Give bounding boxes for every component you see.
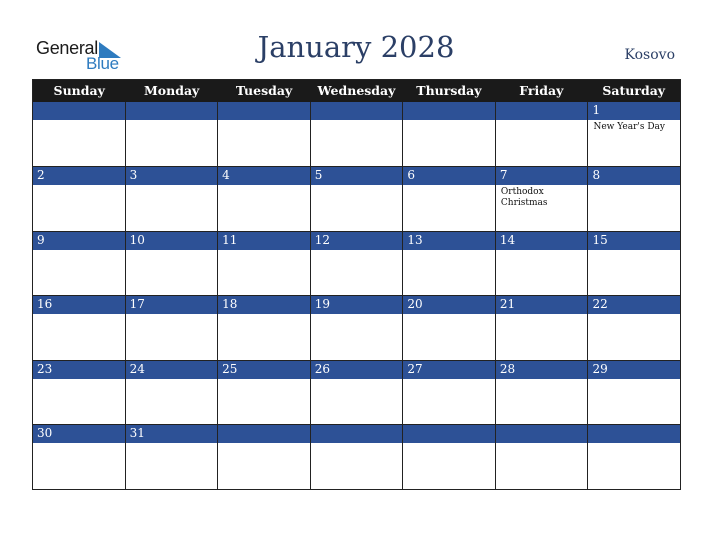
day-number: 31	[126, 425, 218, 443]
holiday-label: Orthodox Christmas	[500, 187, 548, 208]
day-number: 23	[33, 361, 125, 379]
week-row	[33, 102, 680, 167]
weekday-friday: Friday	[519, 83, 564, 98]
day-cell[interactable]	[403, 102, 496, 167]
day-number: 29	[588, 361, 680, 379]
row-divider	[33, 231, 680, 232]
week-row	[33, 232, 680, 297]
day-cell[interactable]	[126, 167, 219, 232]
day-cell[interactable]	[33, 425, 126, 490]
day-number: 22	[588, 296, 680, 314]
day-cell[interactable]	[496, 425, 589, 490]
weekday-thursday: Thursday	[416, 83, 482, 98]
day-number	[126, 102, 218, 120]
day-cell[interactable]	[588, 232, 680, 297]
day-number: 11	[218, 232, 310, 250]
day-number	[311, 425, 403, 443]
day-number: 1	[588, 102, 680, 120]
day-number: 19	[311, 296, 403, 314]
day-number: 17	[126, 296, 218, 314]
row-divider	[33, 166, 680, 167]
day-cell[interactable]	[33, 361, 126, 426]
holiday-label: New Year's Day	[593, 122, 666, 132]
day-cell[interactable]	[218, 425, 311, 490]
day-cell[interactable]	[33, 232, 126, 297]
weekday-header	[33, 80, 680, 102]
day-number: 28	[496, 361, 588, 379]
country-label: Kosovo	[624, 47, 675, 63]
day-number: 20	[403, 296, 495, 314]
day-cell[interactable]	[496, 102, 589, 167]
day-cell[interactable]	[496, 232, 589, 297]
day-cell[interactable]	[218, 296, 311, 361]
day-cell[interactable]	[588, 102, 680, 167]
day-cell[interactable]	[403, 232, 496, 297]
weekday-monday: Monday	[143, 83, 200, 98]
day-cell[interactable]	[496, 361, 589, 426]
day-cell[interactable]	[496, 167, 589, 232]
calendar-grid	[32, 79, 681, 490]
day-cell[interactable]	[311, 102, 404, 167]
day-cell[interactable]	[311, 361, 404, 426]
day-number	[496, 425, 588, 443]
day-number: 2	[33, 167, 125, 185]
day-cell[interactable]	[218, 167, 311, 232]
day-number: 7	[496, 167, 588, 185]
day-cell[interactable]	[126, 102, 219, 167]
day-cell[interactable]	[126, 232, 219, 297]
week-row	[33, 425, 680, 490]
day-cell[interactable]	[218, 232, 311, 297]
week-row	[33, 167, 680, 232]
day-number: 3	[126, 167, 218, 185]
day-cell[interactable]	[588, 425, 680, 490]
day-cell[interactable]	[126, 296, 219, 361]
day-number	[496, 102, 588, 120]
day-cell[interactable]	[588, 361, 680, 426]
week-row	[33, 296, 680, 361]
week-row	[33, 361, 680, 426]
day-number: 8	[588, 167, 680, 185]
weekday-sunday: Sunday	[53, 83, 105, 98]
weekday-tuesday: Tuesday	[235, 83, 293, 98]
calendar-title: January 2028	[257, 30, 455, 64]
day-cell[interactable]	[218, 102, 311, 167]
day-number: 13	[403, 232, 495, 250]
row-divider	[33, 424, 680, 425]
day-cell[interactable]	[33, 296, 126, 361]
day-cell[interactable]	[126, 425, 219, 490]
logo-text-blue: Blue	[86, 54, 119, 73]
day-number: 10	[126, 232, 218, 250]
day-number: 14	[496, 232, 588, 250]
day-number	[218, 102, 310, 120]
logo-text-general: General	[36, 38, 98, 58]
day-cell[interactable]	[126, 361, 219, 426]
day-number	[218, 425, 310, 443]
day-number: 21	[496, 296, 588, 314]
day-number: 25	[218, 361, 310, 379]
weekday-wednesday: Wednesday	[317, 83, 396, 98]
day-cell[interactable]	[311, 296, 404, 361]
day-number: 9	[33, 232, 125, 250]
day-number: 27	[403, 361, 495, 379]
day-cell[interactable]	[33, 102, 126, 167]
day-number: 5	[311, 167, 403, 185]
day-number: 26	[311, 361, 403, 379]
day-cell[interactable]	[496, 296, 589, 361]
day-cell[interactable]	[403, 296, 496, 361]
day-cell[interactable]	[588, 296, 680, 361]
day-number: 15	[588, 232, 680, 250]
row-divider	[33, 295, 680, 296]
row-divider	[33, 360, 680, 361]
day-cell[interactable]	[403, 167, 496, 232]
day-cell[interactable]	[403, 425, 496, 490]
day-cell[interactable]	[403, 361, 496, 426]
day-number: 18	[218, 296, 310, 314]
day-cell[interactable]	[311, 167, 404, 232]
weekday-saturday: Saturday	[602, 83, 666, 98]
day-number: 30	[33, 425, 125, 443]
day-number: 24	[126, 361, 218, 379]
day-cell[interactable]	[311, 425, 404, 490]
day-number	[33, 102, 125, 120]
day-number	[403, 102, 495, 120]
day-number: 4	[218, 167, 310, 185]
day-number	[588, 425, 680, 443]
day-number: 16	[33, 296, 125, 314]
day-cell[interactable]	[588, 167, 680, 232]
day-number: 12	[311, 232, 403, 250]
day-number: 6	[403, 167, 495, 185]
day-cell[interactable]	[33, 167, 126, 232]
day-number	[403, 425, 495, 443]
day-cell[interactable]	[218, 361, 311, 426]
day-number	[311, 102, 403, 120]
day-cell[interactable]	[311, 232, 404, 297]
